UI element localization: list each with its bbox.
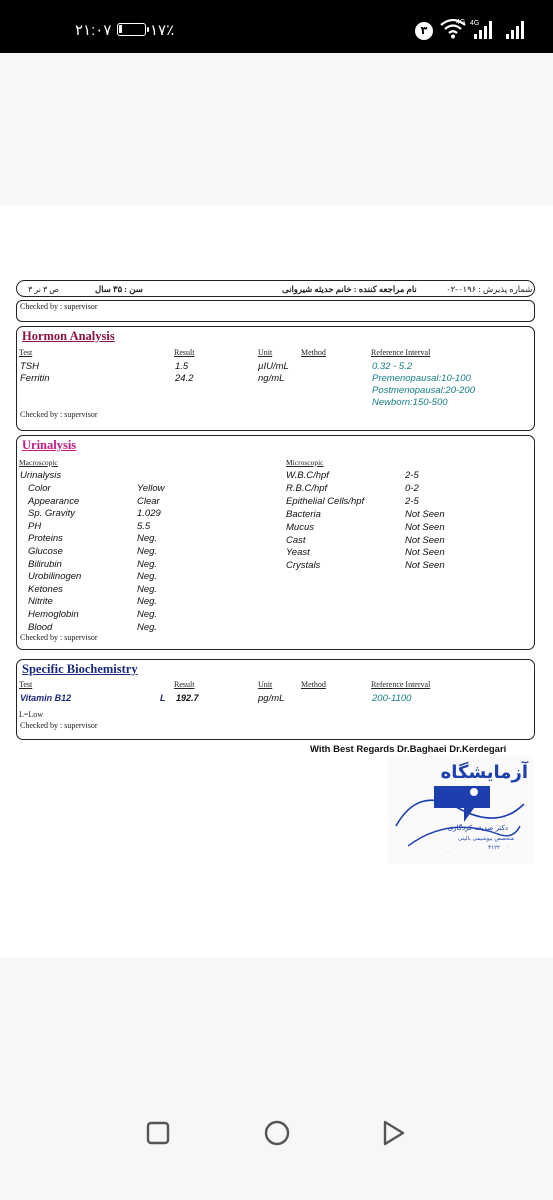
status-bar	[0, 0, 553, 53]
home-icon[interactable]	[263, 1120, 291, 1146]
test-result: Not Seen	[405, 560, 445, 572]
test-name: Bilirubin	[28, 558, 62, 570]
test-result: Not Seen	[405, 534, 445, 546]
battery-percent: ۱۷٪	[150, 22, 175, 39]
report-date: ص ۳ نر ۳	[28, 285, 59, 294]
col-reference: Reference Interval	[371, 348, 431, 357]
test-result: Not Seen	[405, 521, 445, 533]
test-result: 1.029	[137, 508, 161, 520]
test-name: Ketones	[28, 583, 63, 595]
lab-stamp-signature	[388, 756, 534, 864]
svg-text:4G: 4G	[456, 19, 466, 26]
notification-badge: ۳	[415, 22, 433, 40]
test-result: Yellow	[137, 483, 165, 494]
signal-icon	[502, 18, 526, 40]
test-result: 2-5	[405, 470, 419, 481]
col-reference: Reference Interval	[371, 680, 431, 689]
col-result: Result	[174, 348, 195, 357]
test-result: 0-2	[405, 482, 419, 494]
col-result: Result	[174, 680, 195, 689]
svg-text:آزمایشگاه: آزمایشگاه	[440, 762, 528, 783]
urinalysis-title: Urinalysis	[22, 438, 77, 452]
svg-text:دکتر صدیقه کردگاری: دکتر صدیقه کردگاری	[447, 824, 508, 832]
test-name: Crystals	[286, 560, 321, 572]
microscopic-header: Microscopic	[286, 458, 324, 467]
test-name: Urobilinogen	[28, 571, 82, 583]
reference-value: 200-1100	[372, 693, 412, 704]
test-unit: pg/mL	[258, 693, 285, 704]
test-name: Nitrite	[28, 596, 53, 608]
test-result: Neg.	[137, 558, 158, 570]
navigation-bar	[0, 1100, 553, 1200]
test-name: Epithelial Cells/hpf	[286, 495, 365, 507]
test-name: Cast	[286, 534, 306, 546]
wifi-icon	[440, 18, 466, 40]
reference-value: Postmenopausal:20-200	[372, 385, 475, 396]
reference-value: Premenopausal:10-100	[372, 373, 471, 384]
test-result: 5.5	[137, 520, 151, 532]
lab-report	[0, 205, 553, 957]
test-result: 192.7	[176, 693, 199, 703]
svg-text:۳۱۲۲: ۳۱۲۲	[488, 845, 500, 851]
test-name: Yeast	[286, 547, 310, 559]
test-name: Bacteria	[286, 508, 321, 520]
test-name: W.B.C/hpf	[286, 470, 329, 481]
test-result: Neg.	[137, 609, 158, 620]
macroscopic-header: Macroscopic	[19, 458, 58, 467]
test-result: Neg.	[137, 583, 158, 595]
test-result: Neg.	[137, 533, 158, 545]
test-name: R.B.C/hpf	[286, 482, 328, 494]
patient-name: نام مراجعه کننده : خانم حدیثه شیروانی	[282, 284, 417, 294]
regards-line: With Best Regards Dr.Baghaei Dr.Kerdegari	[310, 744, 507, 755]
test-result: Clear	[137, 495, 160, 507]
flag-legend: L=Low	[19, 710, 44, 719]
patient-age: سن : ۳۵ سال	[95, 284, 143, 294]
test-name: Glucose	[28, 546, 63, 557]
col-method: Method	[301, 348, 326, 357]
test-name: PH	[28, 520, 42, 532]
test-result: Neg.	[137, 546, 158, 557]
battery-icon	[117, 23, 146, 36]
test-name: Proteins	[28, 533, 63, 545]
test-unit: ng/mL	[258, 373, 285, 384]
biochemistry-title: Specific Biochemistry	[22, 662, 138, 676]
test-result: 2-5	[405, 495, 419, 507]
checked-by: Checked by : supervisor	[20, 302, 98, 311]
urinalysis-section	[16, 435, 535, 650]
svg-text:4G: 4G	[470, 20, 480, 27]
col-test: Test	[19, 348, 33, 357]
recent-apps-icon[interactable]	[146, 1121, 170, 1145]
test-name: Appearance	[28, 495, 80, 507]
clock: ۲۱:۰۷	[75, 22, 112, 39]
reference-value: 0.32 - 5.2	[372, 361, 413, 372]
svg-text:متخصص بیوشیمی بالینی: متخصص بیوشیمی بالینی	[457, 836, 514, 842]
reception-number: شماره پذیرش : ۰۱۹۶-۰۲	[446, 284, 533, 294]
macro-group: Urinalysis	[20, 470, 62, 481]
checked-by: Checked by : supervisor	[20, 633, 98, 642]
test-result: Not Seen	[405, 508, 445, 520]
test-name: Vitamin B12	[20, 693, 72, 703]
test-name: Blood	[28, 621, 53, 633]
test-result: Neg.	[137, 571, 158, 583]
test-result: Neg.	[137, 621, 158, 633]
test-name: Ferritin	[20, 373, 50, 384]
col-method: Method	[301, 680, 326, 689]
test-result: Not Seen	[405, 547, 445, 559]
test-name: Hemoglobin	[28, 609, 79, 620]
hormone-title: Hormon Analysis	[22, 329, 115, 343]
back-icon[interactable]	[382, 1120, 406, 1146]
low-flag: L	[160, 693, 166, 703]
test-name: TSH	[20, 361, 39, 372]
col-unit: Unit	[258, 680, 273, 689]
test-name: Mucus	[286, 521, 314, 533]
signal-icon	[470, 18, 494, 40]
checked-by: Checked by : supervisor	[20, 410, 98, 419]
col-unit: Unit	[258, 348, 273, 357]
checked-by: Checked by : supervisor	[20, 721, 98, 730]
reference-value: Newborn:150-500	[372, 397, 448, 408]
col-test: Test	[19, 680, 33, 689]
test-unit: µIU/mL	[258, 361, 289, 372]
test-result: 1.5	[175, 361, 189, 372]
test-result: 24.2	[175, 373, 194, 384]
test-result: Neg.	[137, 596, 158, 608]
test-name: Sp. Gravity	[28, 508, 75, 520]
test-name: Color	[28, 483, 51, 494]
